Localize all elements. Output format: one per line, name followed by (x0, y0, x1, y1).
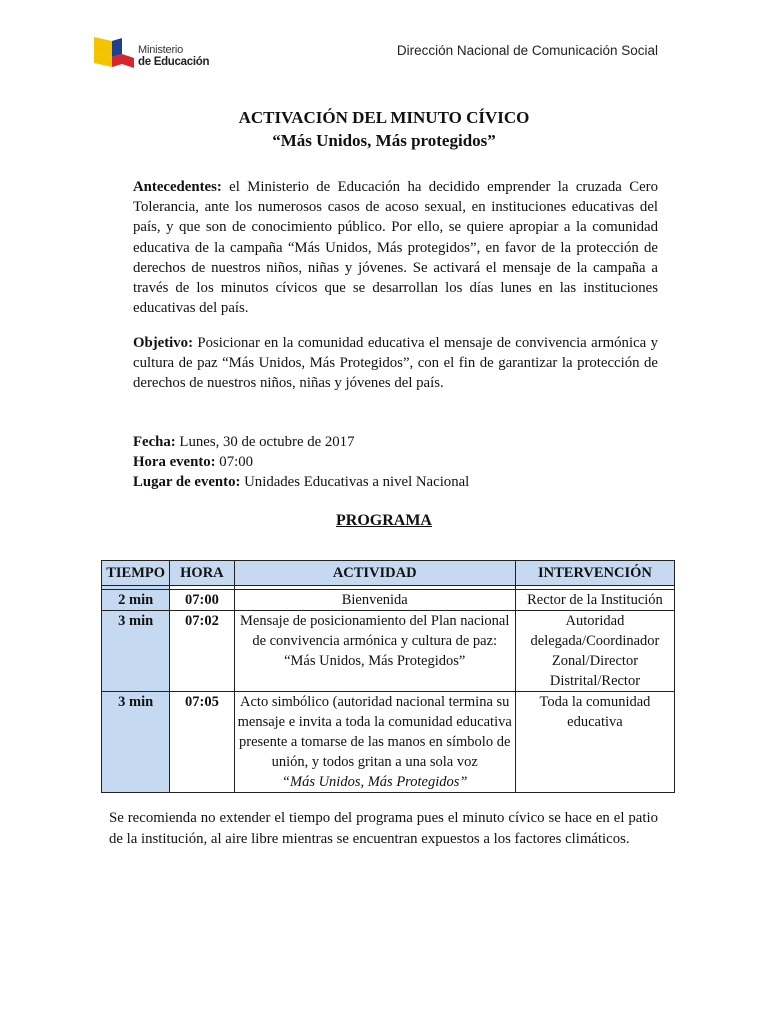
table-row (102, 692, 675, 793)
cell-actividad (234, 692, 515, 793)
objetivo-label: Objetivo: (133, 335, 193, 351)
cell-intervencion: Toda la comunidad educativa (515, 692, 674, 793)
cell-hora: 07:05 (170, 692, 234, 793)
cell-actividad: Bienvenida (234, 590, 515, 611)
programa-table (101, 560, 675, 793)
cell-actividad: Mensaje de posicionamiento del Plan nacional de convivencia armónica y cultura de paz: “Más Unidos, Más Protegidos” (234, 611, 515, 692)
fecha-label: Fecha: (133, 434, 176, 450)
col-header-intervencion: INTERVENCIÓN (515, 561, 674, 586)
col-header-hora: HORA (170, 561, 234, 586)
col-header-tiempo: TIEMPO (102, 561, 170, 586)
table-row (102, 590, 675, 611)
objetivo-text: Posicionar en la comunidad educativa el mensaje de convivencia armónica y cultura de paz “Más Unidos, Más Protegidos”, con el fin de garantizar la protección de derechos de nuestros niños, niñas y jóvenes del país. (133, 335, 658, 392)
document-title: ACTIVACIÓN DEL MINUTO CÍVICO (238, 108, 530, 127)
hora-value: 07:00 (215, 454, 253, 470)
lugar-label: Lugar de evento: (133, 474, 241, 490)
cell-tiempo: 3 min (102, 611, 170, 692)
cell-actividad-text: Acto simbólico (autoridad nacional termina su mensaje e invita a toda la comunidad educativa presente a tomarse de las manos en símbolo de unión, y todos gritan a una sola voz (237, 694, 512, 770)
cell-intervencion: Rector de la Institución (515, 590, 674, 611)
logo-line2: de Educación (138, 56, 210, 68)
cell-tiempo: 3 min (102, 692, 170, 793)
table-header-row (102, 561, 675, 586)
antecedentes-label: Antecedentes: (133, 179, 222, 195)
fecha-line (133, 432, 354, 452)
col-header-actividad: ACTIVIDAD (234, 561, 515, 586)
cell-hora: 07:00 (170, 590, 234, 611)
lugar-value: Unidades Educativas a nivel Nacional (240, 474, 470, 490)
table-row (102, 611, 675, 692)
antecedentes-paragraph (133, 177, 658, 318)
recommendation-note: Se recomienda no extender el tiempo del programa pues el minuto cívico se hace en el patio de la institución, al aire libre mientras se encuentran expuestos a los factores climáticos. (109, 810, 658, 847)
cell-intervencion: Autoridad delegada/Coordinador Zonal/Director Distrital/Rector (515, 611, 674, 692)
antecedentes-text: el Ministerio de Educación ha decidido emprender la cruzada Cero Tolerancia, ante los numerosos casos de acoso sexual, en instituciones educativas del país, y que son de conocimiento público. Por ello, se quiere apropiar a la comunidad educativa de la campaña “Más Unidos, Más protegidos”, en favor de la protección de derechos de nuestros niños, niñas y jóvenes. Se activará el mensaje de la campaña a través de los minutos cívicos que se desarrollan los días lunes en las instituciones educativas del país. (133, 179, 658, 317)
logo-line1: Ministerio (138, 44, 184, 56)
programa-heading: PROGRAMA (336, 512, 432, 529)
lugar-line (133, 472, 469, 492)
flag-icon (92, 35, 136, 69)
fecha-value: Lunes, 30 de octubre de 2017 (175, 434, 355, 450)
cell-tiempo: 2 min (102, 590, 170, 611)
cell-hora: 07:02 (170, 611, 234, 692)
hora-label: Hora evento: (133, 454, 216, 470)
document-subtitle: “Más Unidos, Más protegidos” (272, 131, 496, 150)
cell-actividad-slogan: “Más Unidos, Más Protegidos” (281, 774, 468, 790)
logo-text (138, 44, 209, 68)
objetivo-paragraph (133, 333, 658, 394)
hora-line (133, 452, 253, 472)
department-name: Dirección Nacional de Comunicación Social (396, 43, 658, 58)
